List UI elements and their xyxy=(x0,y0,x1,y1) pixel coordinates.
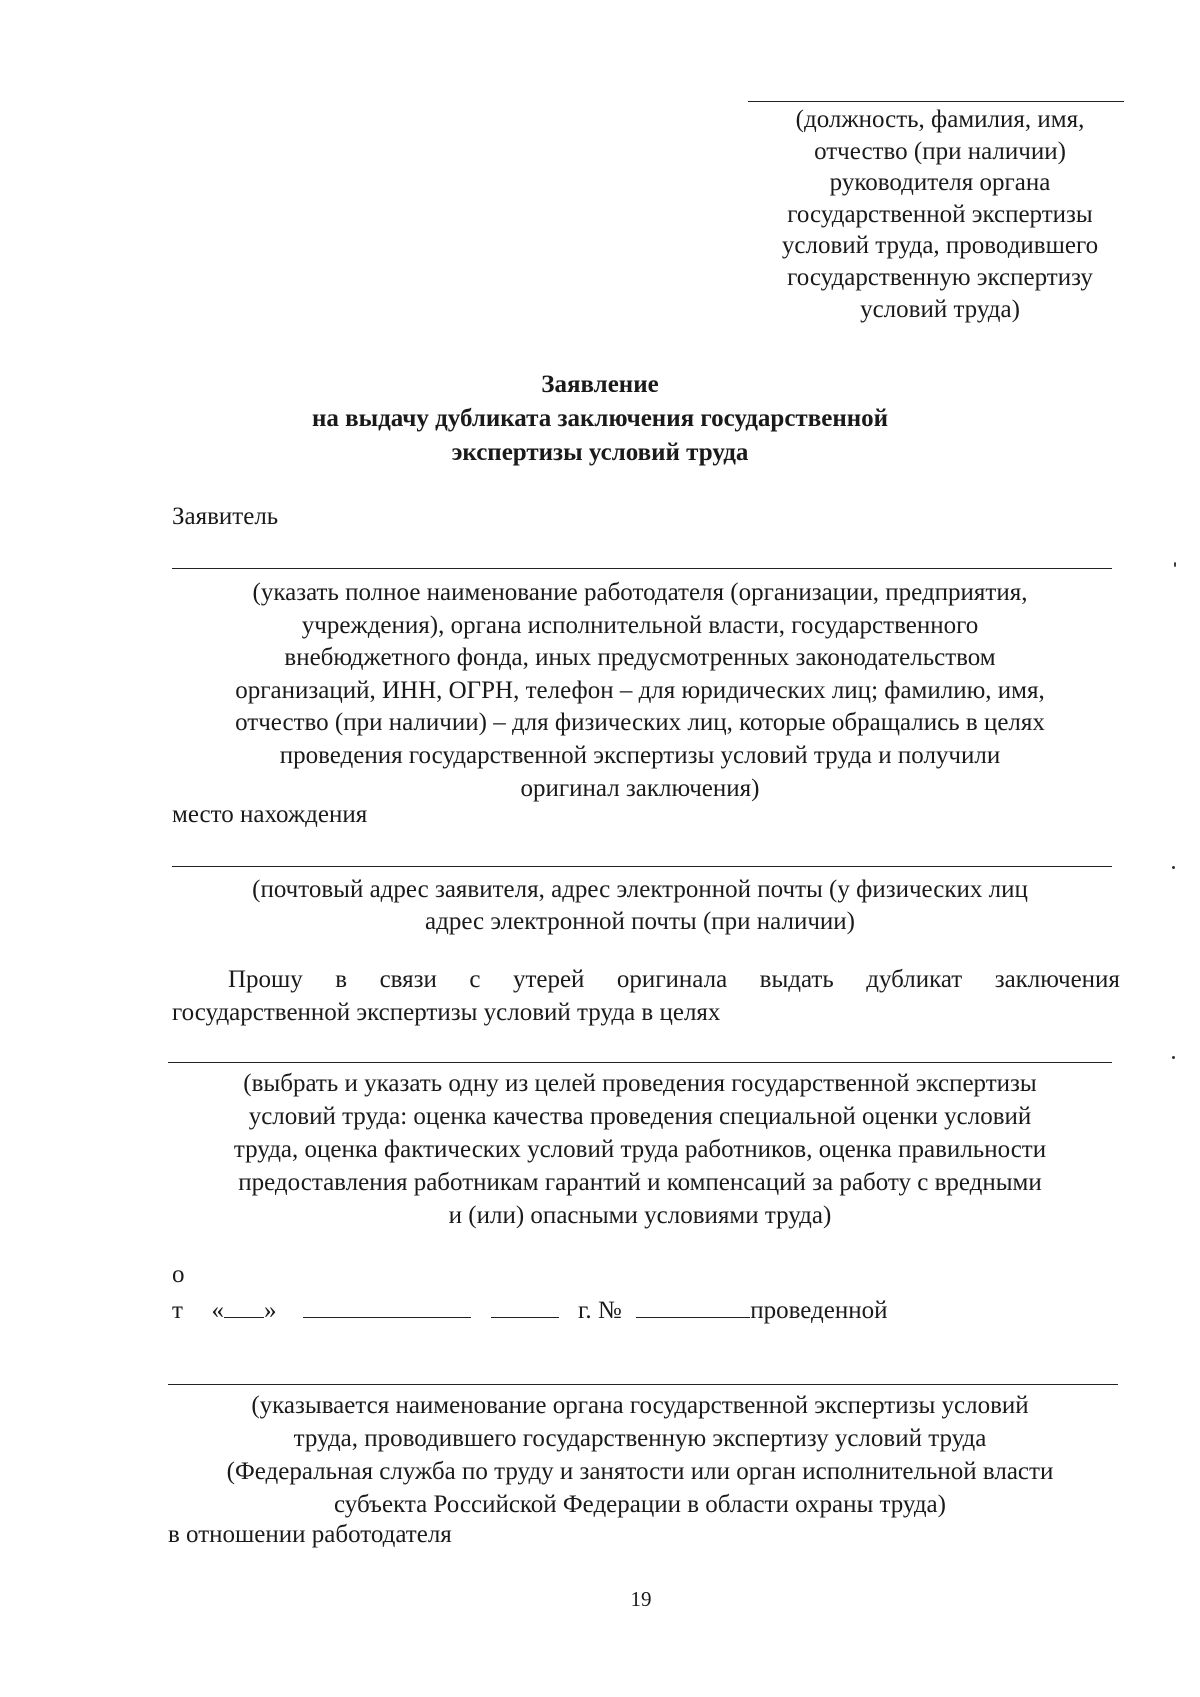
applicant-hint-line: оригинал заключения) xyxy=(520,774,760,802)
title-line: на выдачу дубликата заключения государственной xyxy=(311,405,889,432)
document-title xyxy=(0,368,1200,470)
purpose-hint-line: предоставления работникам гарантий и компенсаций за работу с вредными xyxy=(238,1169,1042,1196)
purpose-hint-line: труда, оценка фактических условий труда работников, оценка правильности xyxy=(233,1136,1047,1163)
purpose-hint-line: и (или) опасными условиями труда) xyxy=(448,1202,832,1229)
year-number-label: г. № xyxy=(577,1297,622,1324)
request-line-1 xyxy=(172,963,1120,996)
location-hint xyxy=(130,874,1150,938)
request-word: дубликат xyxy=(866,966,963,993)
location-hint-line: адрес электронной почты (при наличии) xyxy=(425,908,855,935)
number-blank xyxy=(636,1295,750,1318)
day-blank xyxy=(224,1295,264,1318)
scan-speck xyxy=(1172,866,1175,869)
request-word: выдать xyxy=(759,966,834,993)
request-word: связи xyxy=(379,966,437,993)
applicant-label: Заявитель xyxy=(172,503,279,530)
conducted-label: проведенной xyxy=(750,1297,888,1324)
purpose-hint xyxy=(130,1067,1150,1232)
applicant-hint-line: учреждения), органа исполнительной власти, государственного xyxy=(301,611,979,639)
addressee-hint-line: руководителя органа xyxy=(829,169,1051,197)
location-underline xyxy=(172,866,1112,867)
request-paragraph xyxy=(172,963,1120,1029)
addressee-underline xyxy=(748,101,1124,102)
location-hint-line: (почтовый адрес заявителя, адрес электронной почты (у физических лиц xyxy=(252,876,1028,903)
request-word: заключения xyxy=(994,966,1120,993)
applicant-hint-line: отчество (при наличии) – для физических лиц, которые обращались в целях xyxy=(235,709,1045,737)
year-blank xyxy=(491,1295,559,1318)
scan-speck xyxy=(1172,1056,1175,1059)
addressee-hint-line: условий труда, проводившего xyxy=(781,232,1099,260)
addressee-hint-line: государственной экспертизы xyxy=(787,200,1093,228)
request-word: с xyxy=(469,966,481,993)
request-word: в xyxy=(335,966,348,993)
applicant-hint-line: проведения государственной экспертизы условий труда и получили xyxy=(279,741,1001,769)
organ-hint-line: труда, проводившего государственную экспертизу условий труда xyxy=(293,1425,987,1452)
purpose-underline xyxy=(168,1062,1112,1063)
request-word: Прошу xyxy=(228,966,303,993)
request-word: утерей xyxy=(512,966,585,993)
month-blank xyxy=(303,1295,471,1318)
purpose-hint-line: условий труда: оценка качества проведения специальной оценки условий xyxy=(248,1103,1032,1130)
date-line-t: т xyxy=(172,1297,183,1324)
employer-label: в отношении работодателя xyxy=(168,1521,452,1548)
addressee-hint-line: условий труда) xyxy=(860,295,1020,323)
addressee-hint-line: отчество (при наличии) xyxy=(814,137,1066,165)
organ-hint xyxy=(130,1389,1150,1521)
title-line: Заявление xyxy=(541,371,659,398)
addressee-hint-line: (должность, фамилия, имя, xyxy=(795,106,1085,133)
date-line xyxy=(172,1295,1072,1327)
organ-hint-line: (указывается наименование органа государственной экспертизы условий xyxy=(251,1392,1029,1419)
quote-open: « xyxy=(211,1297,224,1324)
quote-close: » xyxy=(263,1297,277,1324)
location-label: место нахождения xyxy=(172,801,368,828)
request-line-2: государственной экспертизы условий труда в целях xyxy=(172,999,721,1026)
organ-underline xyxy=(168,1384,1118,1385)
title-line: экспертизы условий труда xyxy=(451,439,749,466)
scan-speck xyxy=(1174,562,1176,567)
applicant-hint-line: внебюджетного фонда, иных предусмотренных законодательством xyxy=(284,644,996,672)
applicant-underline xyxy=(172,568,1112,569)
organ-hint-line: (Федеральная служба по труду и занятости или орган исполнительной власти xyxy=(226,1458,1054,1485)
organ-hint-line: субъекта Российской Федерации в области охраны труда) xyxy=(334,1491,946,1518)
applicant-hint xyxy=(130,577,1150,805)
purpose-hint-line: (выбрать и указать одну из целей проведения государственной экспертизы xyxy=(243,1070,1037,1097)
addressee-hint-line: государственную экспертизу xyxy=(787,263,1093,291)
applicant-hint-line: организаций, ИНН, ОГРН, телефон – для юридических лиц; фамилию, имя, xyxy=(235,676,1045,704)
applicant-hint-line: (указать полное наименование работодателя (организации, предприятия, xyxy=(252,579,1028,606)
request-word: оригинала xyxy=(616,966,728,993)
addressee-hint xyxy=(740,104,1140,325)
page-number: 19 xyxy=(630,1587,652,1611)
date-line-o: о xyxy=(172,1261,185,1288)
